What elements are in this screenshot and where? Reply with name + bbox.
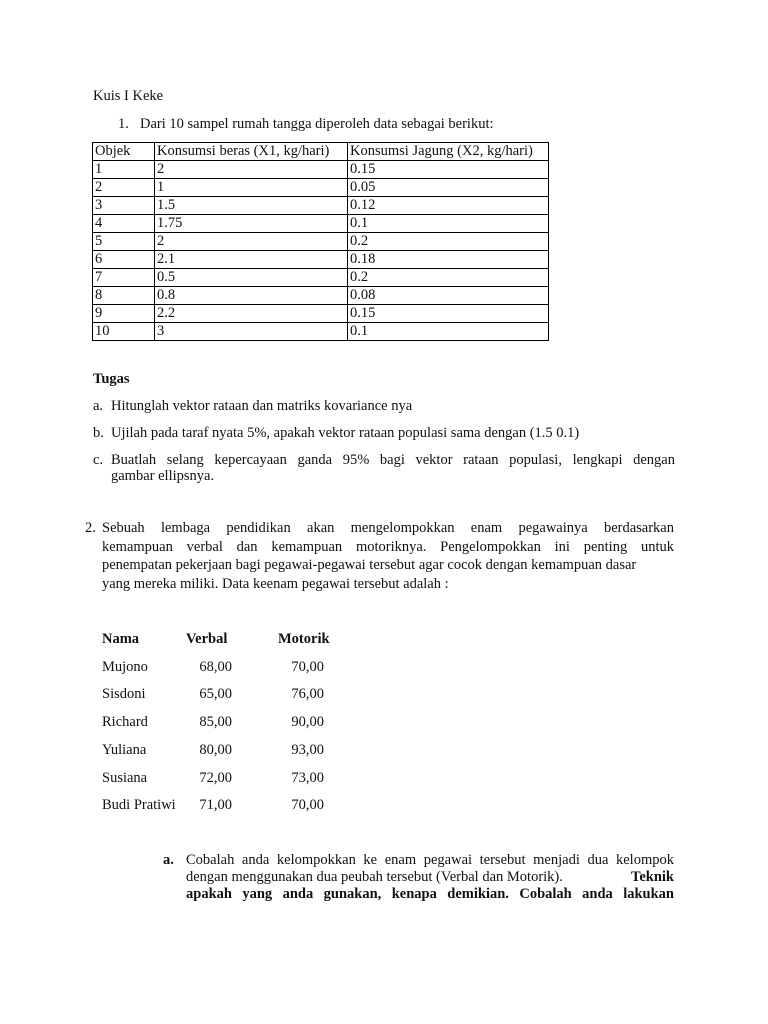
cell-objek: 9: [93, 305, 155, 323]
cell-nama: Budi Pratiwi: [102, 797, 176, 813]
quiz-title: Kuis I Keke: [93, 88, 164, 104]
q2-item-a-label: a.: [163, 852, 174, 868]
cell-beras: 2: [155, 233, 348, 251]
header-objek: Objek: [93, 143, 155, 161]
item-c-line2: gambar ellipsnya.: [111, 468, 215, 484]
cell-beras: 0.8: [155, 287, 348, 305]
cell-jagung: 0.15: [348, 161, 549, 179]
q2-item-a-line2-normal: dengan menggunakan dua peubah tersebut (Verbal dan Motorik).: [186, 869, 563, 885]
item-a-label: a.: [93, 398, 104, 414]
table-row: [93, 179, 549, 197]
cell-beras: 1.5: [155, 197, 348, 215]
q2-line2: kemampuan verbal dan kemampuan motoriknya. Pengelompokkan ini penting untuk: [102, 539, 674, 555]
q2-item-a-line2: [186, 869, 674, 886]
cell-objek: 6: [93, 251, 155, 269]
cell-jagung: 0.1: [348, 323, 549, 341]
cell-objek: 7: [93, 269, 155, 287]
q2-line1: Sebuah lembaga pendidikan akan mengelompokkan enam pegawainya berdasarkan: [102, 520, 674, 536]
cell-motorik: 70,00: [291, 659, 324, 675]
table-row: [93, 197, 549, 215]
cell-motorik: 73,00: [291, 770, 324, 786]
cell-verbal: 80,00: [199, 742, 232, 758]
header-verbal: Verbal: [186, 631, 228, 647]
cell-verbal: 85,00: [199, 714, 232, 730]
cell-jagung: 0.05: [348, 179, 549, 197]
table-row: [93, 287, 549, 305]
table-header-row: [93, 143, 549, 161]
cell-verbal: 65,00: [199, 686, 232, 702]
q1-number: 1.: [118, 116, 129, 132]
cell-objek: 8: [93, 287, 155, 305]
cell-nama: Richard: [102, 714, 148, 730]
header-jagung: Konsumsi Jagung (X2, kg/hari): [348, 143, 549, 161]
cell-verbal: 71,00: [199, 797, 232, 813]
table-row: [93, 215, 549, 233]
tugas-heading: Tugas: [93, 371, 130, 387]
cell-beras: 1.75: [155, 215, 348, 233]
q2-item-a-line1: Cobalah anda kelompokkan ke enam pegawai tersebut menjadi dua kelompok: [186, 852, 674, 868]
cell-objek: 5: [93, 233, 155, 251]
table-row: [93, 251, 549, 269]
q1-text: Dari 10 sampel rumah tangga diperoleh data sebagai berikut:: [140, 116, 494, 132]
cell-beras: 0.5: [155, 269, 348, 287]
cell-jagung: 0.2: [348, 233, 549, 251]
cell-beras: 2.2: [155, 305, 348, 323]
header-beras: Konsumsi beras (X1, kg/hari): [155, 143, 348, 161]
cell-verbal: 68,00: [199, 659, 232, 675]
cell-nama: Yuliana: [102, 742, 147, 758]
cell-jagung: 0.12: [348, 197, 549, 215]
cell-objek: 2: [93, 179, 155, 197]
cell-jagung: 0.08: [348, 287, 549, 305]
item-c-line1: Buatlah selang kepercayaan ganda 95% bagi vektor rataan populasi, lengkapi dengan: [111, 452, 675, 468]
header-motorik: Motorik: [278, 631, 330, 647]
table-row: [93, 269, 549, 287]
q2-number: 2.: [85, 520, 96, 536]
cell-objek: 4: [93, 215, 155, 233]
cell-jagung: 0.15: [348, 305, 549, 323]
cell-objek: 10: [93, 323, 155, 341]
item-b-text: Ujilah pada taraf nyata 5%, apakah vektor rataan populasi sama dengan (1.5 0.1): [111, 425, 580, 441]
cell-beras: 2.1: [155, 251, 348, 269]
cell-jagung: 0.1: [348, 215, 549, 233]
cell-beras: 1: [155, 179, 348, 197]
cell-objek: 1: [93, 161, 155, 179]
table-row: [93, 323, 549, 341]
cell-nama: Mujono: [102, 659, 148, 675]
cell-objek: 3: [93, 197, 155, 215]
item-c-label: c.: [93, 452, 104, 468]
cell-nama: Susiana: [102, 770, 148, 786]
cell-beras: 3: [155, 323, 348, 341]
q2-item-a-line2-bold: Teknik: [631, 869, 674, 885]
table-row: [93, 161, 549, 179]
cell-motorik: 90,00: [291, 714, 324, 730]
cell-verbal: 72,00: [199, 770, 232, 786]
cell-beras: 2: [155, 161, 348, 179]
cell-motorik: 76,00: [291, 686, 324, 702]
header-nama: Nama: [102, 631, 140, 647]
cell-motorik: 70,00: [291, 797, 324, 813]
q2-item-a-line3: apakah yang anda gunakan, kenapa demikian. Cobalah anda lakukan: [186, 886, 674, 902]
consumption-table: [92, 142, 549, 341]
cell-nama: Sisdoni: [102, 686, 146, 702]
q2-line3: penempatan pekerjaan bagi pegawai-pegawai tersebut agar cocok dengan kemampuan dasar: [102, 557, 637, 573]
item-a-text: Hitunglah vektor rataan dan matriks kovariance nya: [111, 398, 413, 414]
q2-line4: yang mereka miliki. Data keenam pegawai tersebut adalah :: [102, 576, 449, 592]
item-b-label: b.: [93, 425, 104, 441]
cell-motorik: 93,00: [291, 742, 324, 758]
table-row: [93, 305, 549, 323]
cell-jagung: 0.18: [348, 251, 549, 269]
cell-jagung: 0.2: [348, 269, 549, 287]
table-row: [93, 233, 549, 251]
